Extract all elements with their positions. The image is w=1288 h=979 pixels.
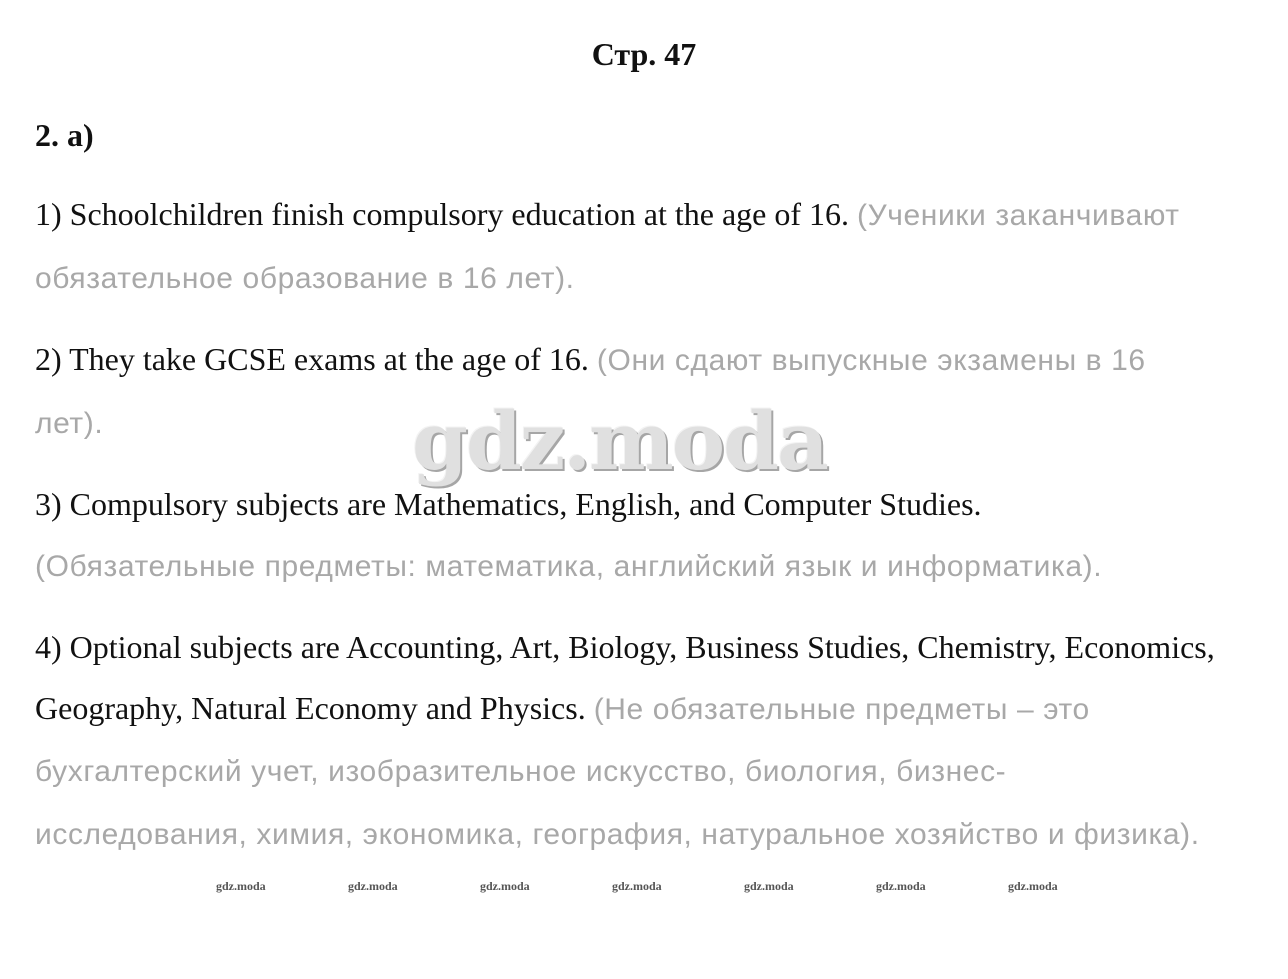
answer-3-translation: (Обязательные предметы: математика, английский язык и информатика). (35, 549, 1103, 583)
answer-3-english: 3) Compulsory subjects are Mathematics, English, and Computer Studies. (35, 486, 982, 522)
exercise-label: 2. a) (35, 117, 94, 153)
watermark-small: gdz.moda (612, 879, 662, 893)
answer-item-4 (35, 617, 1215, 865)
answer-list (35, 184, 1215, 885)
answer-item-2 (35, 329, 1215, 454)
watermark-small: gdz.moda (876, 879, 926, 893)
answer-2-translation: (Они сдают выпускные экзамены в 16 лет). (35, 344, 1146, 440)
answer-item-3 (35, 474, 1215, 597)
answer-1-translation: (Ученики заканчивают обязательное образование в 16 лет). (35, 199, 1180, 295)
watermark-logo: gdz.moda (412, 394, 827, 488)
watermark-small: gdz.moda (480, 879, 530, 893)
answer-1-english: 1) Schoolchildren finish compulsory education at the age of 16. (35, 196, 850, 232)
page-title: Стр. 47 (591, 36, 697, 72)
watermark-small: gdz.moda (1008, 879, 1058, 893)
watermark-small: gdz.moda (216, 879, 266, 893)
answer-2-english: 2) They take GCSE exams at the age of 16. (35, 341, 589, 377)
watermark-small: gdz.moda (744, 879, 794, 893)
answer-item-1 (35, 184, 1215, 309)
answer-4-translation: (Не обязательные предметы – это бухгалтерский учет, изобразительное искусство, биология, бизнес-исследования, химия, экономика, география, натуральное хозяйство и физика). (35, 692, 1200, 851)
answer-4-english: 4) Optional subjects are Accounting, Art, Biology, Business Studies, Chemistry, Economics, Geography, Natural Economy and Physics. (35, 629, 1215, 726)
watermark-row (216, 878, 1140, 894)
watermark-small: gdz.moda (348, 879, 398, 893)
